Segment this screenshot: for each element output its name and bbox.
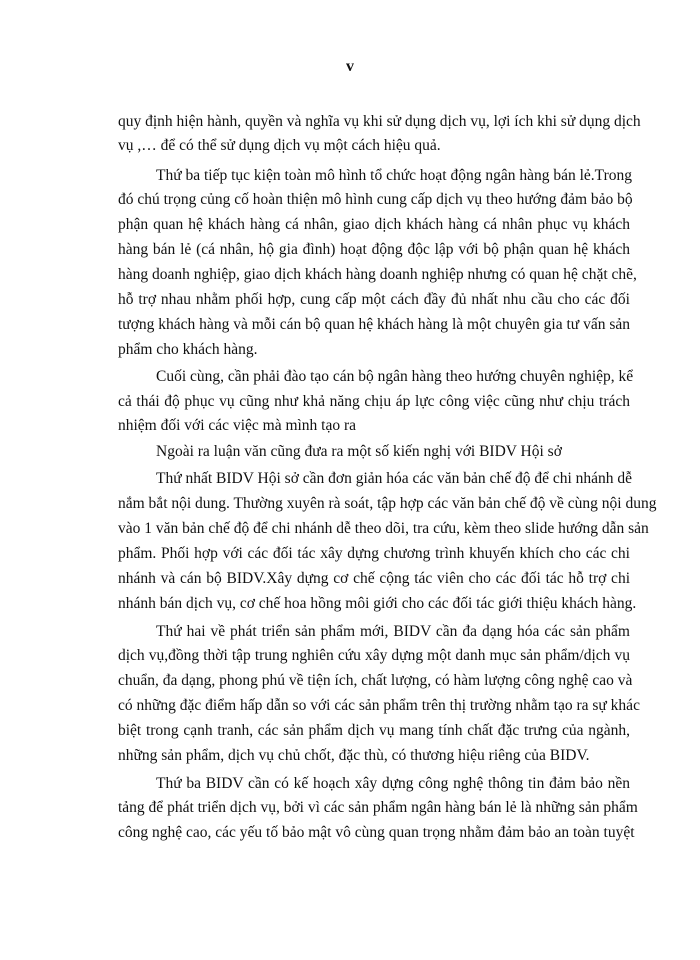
text-line: có những đặc điểm hấp dẫn so với các sản phẩm trên thị trường nhằm tạo ra sự khác <box>118 697 640 714</box>
text-line: dịch vụ,đồng thời tập trung nghiên cứu xây dựng một danh mục sản phẩm/dịch vụ <box>118 647 630 664</box>
text-line: quy định hiện hành, quyền và nghĩa vụ khi sử dụng dịch vụ, lợi ích khi sử dụng dịch <box>118 113 641 130</box>
text-line: công nghệ cao, các yếu tố bảo mật vô cùng quan trọng nhằm đảm bảo an toàn tuyệt <box>118 824 635 841</box>
text-line: Thứ hai về phát triển sản phẩm mới, BIDV cần đa dạng hóa các sản phẩm <box>156 623 630 640</box>
text-line: vụ ,… để có thể sử dụng dịch vụ một cách hiệu quả. <box>118 137 441 154</box>
text-line: hàng doanh nghiệp, giao dịch khách hàng doanh nghiệp nhưng có quan hệ chặt chẽ, <box>118 266 637 283</box>
text-line: phẩm cho khách hàng. <box>118 341 258 358</box>
text-line: cả thái độ phục vụ cũng như khả năng chịu áp lực công việc cũng như chịu trách <box>118 393 630 410</box>
text-line: Ngoài ra luận văn cũng đưa ra một số kiến nghị với BIDV Hội sở <box>156 443 562 460</box>
text-line: nắm bắt nội dung. Thường xuyên rà soát, tập hợp các văn bản chế độ về cùng nội dung <box>118 495 657 512</box>
text-line: những sản phẩm, dịch vụ chủ chốt, đặc thù, có thương hiệu riêng của BIDV. <box>118 747 590 764</box>
text-line: chuẩn, đa dạng, phong phú về tiện ích, chất lượng, có hàm lượng công nghệ cao và <box>118 672 633 689</box>
text-line: nhánh và cán bộ BIDV.Xây dựng cơ chế cộng tác viên cho các đối tác hỗ trợ chi <box>118 570 630 587</box>
text-line: phẩm. Phối hợp với các đối tác xây dựng chương trình khuyến khích cho các chi <box>118 545 630 562</box>
text-line: hỗ trợ nhau nhằm phối hợp, cung cấp một cách đầy đủ nhất nhu cầu cho các đối <box>118 291 630 308</box>
text-line: Thứ nhất BIDV Hội sở cần đơn giản hóa các văn bản chế độ để chi nhánh dễ <box>156 470 633 487</box>
text-line: Thứ ba BIDV cần có kế hoạch xây dựng công nghệ thông tin đảm bảo nền <box>156 775 630 792</box>
text-line: nhánh bán dịch vụ, cơ chế hoa hồng môi giới cho các đối tác giới thiệu khách hàng. <box>118 595 637 612</box>
text-line: Cuối cùng, cần phải đào tạo cán bộ ngân hàng theo hướng chuyên nghiệp, kể <box>156 368 634 385</box>
text-line: phận quan hệ khách hàng cá nhân, giao dịch khách hàng cá nhân phục vụ khách <box>118 216 630 233</box>
text-line: tượng khách hàng và mỗi cán bộ quan hệ khách hàng là một chuyên gia tư vấn sản <box>118 316 630 333</box>
text-line: hàng bán lẻ (cá nhân, hộ gia đình) hoạt động độc lập với bộ phận quan hệ khách <box>118 241 630 258</box>
text-line: đó chú trọng củng cố hoàn thiện mô hình cung cấp dịch vụ theo hướng đảm bảo bộ <box>118 191 633 208</box>
page-number: v <box>346 58 354 75</box>
text-line: tảng để phát triển dịch vụ, bởi vì các sản phẩm ngân hàng bán lẻ là những sản phẩm <box>118 799 638 816</box>
text-line: biệt trong cạnh tranh, các sản phẩm dịch vụ mang tính chất đặc trưng của ngành, <box>118 722 630 739</box>
text-line: vào 1 văn bản chế độ để chi nhánh dễ theo dõi, tra cứu, kèm theo slide hướng dẫn sản <box>118 520 649 537</box>
text-line: Thứ ba tiếp tục kiện toàn mô hình tổ chức hoạt động ngân hàng bán lẻ.Trong <box>156 167 632 184</box>
text-line: nhiệm đối với các việc mà mình tạo ra <box>118 417 357 434</box>
